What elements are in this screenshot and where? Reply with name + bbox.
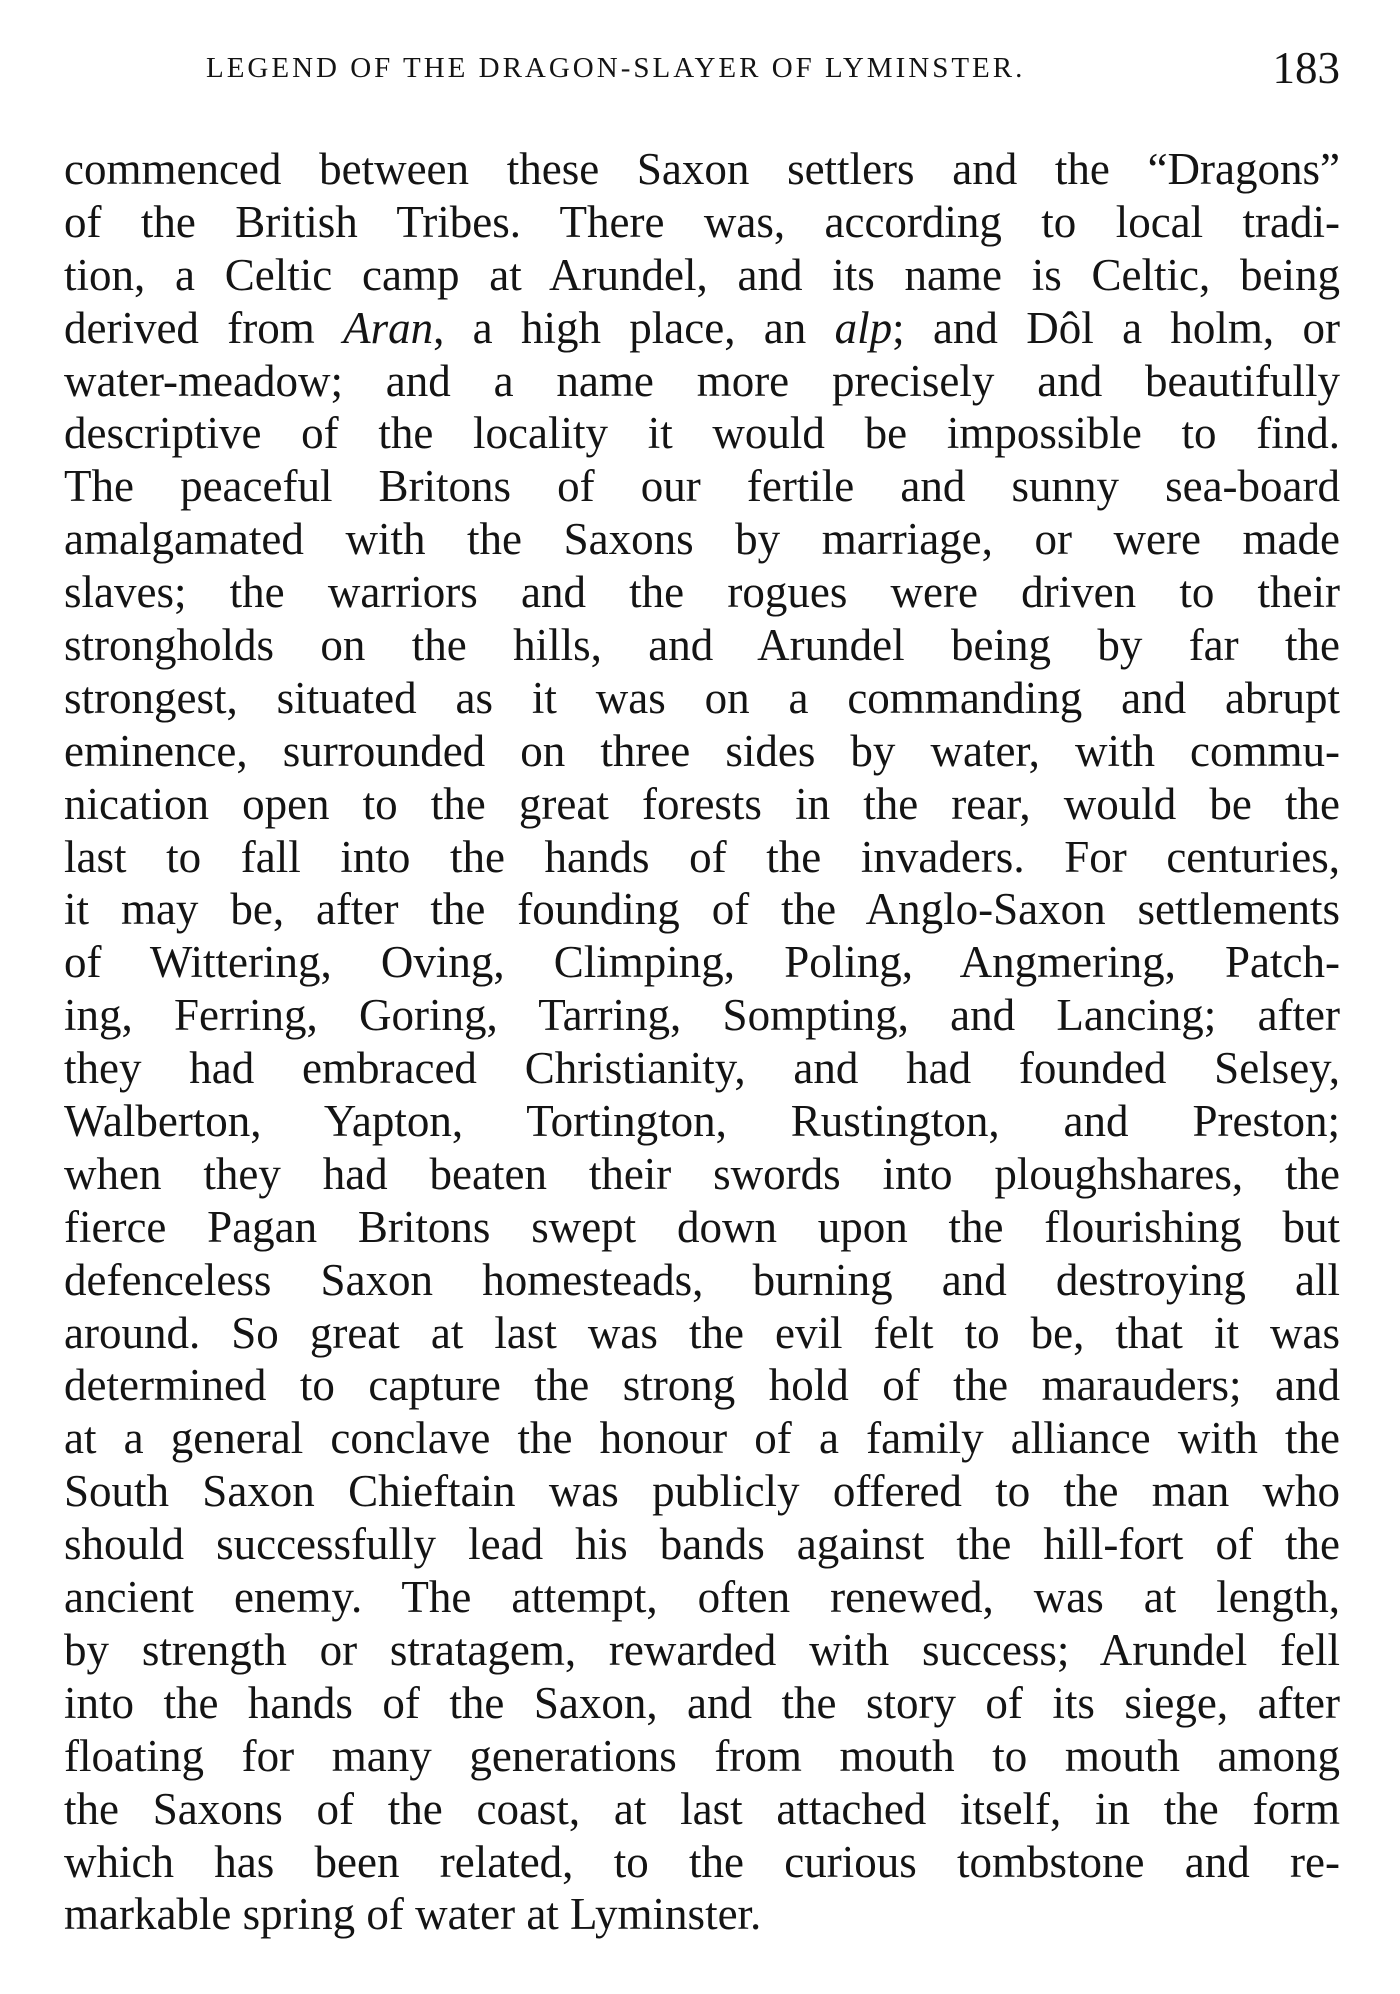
text-line: of the British Tribes. There was, according to local tradi-	[64, 196, 1340, 247]
text-line: when they had beaten their swords into ploughshares, the	[64, 1148, 1340, 1199]
text-line: determined to capture the strong hold of the marauders; and	[64, 1360, 1340, 1411]
page-number: 183	[1272, 43, 1340, 93]
text-line: amalgamated with the Saxons by marriage, or were made	[64, 514, 1340, 565]
text-line: ancient enemy. The attempt, often renewed, was at length,	[64, 1572, 1340, 1623]
text-line: last to fall into the hands of the invaders. For centuries,	[64, 831, 1340, 882]
text-line: commenced between these Saxon settlers and the “Dragons”	[64, 144, 1340, 194]
text-line: should successfully lead his bands against the hill-fort of the	[64, 1519, 1340, 1570]
text-line: strongest, situated as it was on a commanding and abrupt	[64, 672, 1340, 723]
text-line: into the hands of the Saxon, and the story of its siege, after	[64, 1677, 1340, 1728]
text-line: The peaceful Britons of our fertile and sunny sea-board	[64, 461, 1340, 512]
text-line: nication open to the great forests in the rear, would be the	[64, 778, 1340, 829]
text-line: they had embraced Christianity, and had founded Selsey,	[64, 1043, 1340, 1094]
running-head	[64, 40, 1340, 96]
text-line: which has been related, to the curious tombstone and re-	[64, 1836, 1340, 1887]
text-line: Walberton, Yapton, Tortington, Rustington, and Preston;	[64, 1096, 1340, 1147]
italic-word: alp	[834, 302, 893, 353]
text-line: floating for many generations from mouth to mouth among	[64, 1730, 1340, 1781]
body-paragraph	[64, 143, 1340, 1941]
text-line: around. So great at last was the evil felt to be, that it was	[64, 1307, 1340, 1358]
text-line: water-meadow; and a name more precisely and beautifully	[64, 355, 1340, 406]
running-title: LEGEND OF THE DRAGON-SLAYER OF LYMINSTER.	[206, 52, 1026, 84]
text-line-last: markable spring of water at Lyminster.	[64, 1889, 762, 1940]
text-line: strongholds on the hills, and Arundel being by far the	[64, 620, 1340, 671]
text-line: by strength or stratagem, rewarded with success; Arundel fell	[64, 1624, 1340, 1675]
text-line: defenceless Saxon homesteads, burning and destroying all	[64, 1254, 1340, 1305]
text-line: South Saxon Chieftain was publicly offered to the man who	[64, 1466, 1340, 1517]
text-line: slaves; the warriors and the rogues were driven to their	[64, 567, 1340, 618]
italic-word: Aran	[343, 302, 434, 353]
text-line: tion, a Celtic camp at Arundel, and its name is Celtic, being	[64, 249, 1340, 300]
text-fragment: derived from	[64, 302, 344, 353]
text-line: descriptive of the locality it would be impossible to find.	[64, 408, 1340, 459]
text-line: of Wittering, Oving, Climping, Poling, Angmering, Patch-	[64, 937, 1340, 988]
text-line	[64, 302, 1340, 355]
text-fragment: , a high place, an	[433, 302, 835, 353]
text-fragment: ; and Dôl a holm, or	[892, 302, 1340, 353]
text-line: ing, Ferring, Goring, Tarring, Sompting, and Lancing; after	[64, 990, 1340, 1041]
text-line: fierce Pagan Britons swept down upon the flourishing but	[64, 1201, 1340, 1252]
text-line: eminence, surrounded on three sides by water, with commu-	[64, 725, 1340, 776]
text-line: the Saxons of the coast, at last attached itself, in the form	[64, 1783, 1340, 1834]
text-line: at a general conclave the honour of a family alliance with the	[64, 1413, 1340, 1464]
text-line: it may be, after the founding of the Anglo-Saxon settlements	[64, 884, 1340, 935]
